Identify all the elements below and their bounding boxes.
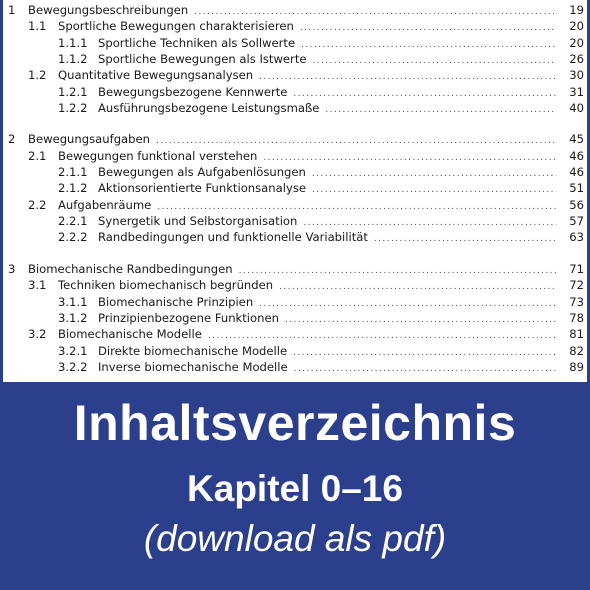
toc-leader-dots	[293, 89, 556, 99]
toc-entry-number: 3.1.2	[58, 310, 88, 325]
toc-entry[interactable]	[8, 3, 584, 19]
toc-entry-number: 2.1.1	[58, 165, 88, 180]
toc-entry[interactable]	[8, 327, 584, 343]
toc-leader-dots	[285, 315, 556, 325]
toc-entry-title: Direkte biomechanische Modelle	[98, 343, 288, 358]
toc-entry-title: Aktionsorientierte Funktionsanalyse	[98, 181, 306, 196]
toc-entry-number: 2.2.1	[58, 214, 88, 229]
toc-entry[interactable]	[8, 295, 584, 311]
toc-entry[interactable]	[8, 230, 584, 246]
toc-entry[interactable]	[8, 198, 584, 214]
toc-entry[interactable]	[8, 19, 584, 35]
toc-leader-dots	[259, 72, 556, 82]
toc-entry-title: Ausführungsbezogene Leistungsmaße	[98, 101, 320, 116]
toc-entry-page: 30	[569, 68, 584, 83]
banner-subtitle: Kapitel 0–16	[187, 468, 403, 509]
toc-entry-page: 72	[569, 278, 584, 293]
toc-entry-title: Inverse biomechanische Modelle	[98, 359, 288, 374]
toc-entry-number: 3.2.2	[58, 359, 88, 374]
toc-entry[interactable]	[8, 36, 584, 52]
toc-leader-dots	[313, 56, 556, 66]
table-of-contents	[8, 3, 584, 376]
toc-entry[interactable]	[8, 85, 584, 101]
toc-leader-dots	[259, 299, 556, 309]
toc-entry-number: 1.2	[28, 68, 47, 83]
toc-entry[interactable]	[8, 181, 584, 197]
toc-entry-number: 2.2.2	[58, 230, 88, 245]
toc-entry-page: 78	[569, 310, 584, 325]
toc-entry-title: Bewegungsbeschreibungen	[28, 3, 189, 17]
toc-entry-page: 20	[569, 35, 584, 50]
toc-leader-dots	[239, 266, 556, 276]
toc-entry-title: Aufgabenräume	[58, 197, 152, 212]
toc-entry-title: Biomechanische Modelle	[58, 327, 202, 342]
toc-entry-title: Synergetik und Selbstorganisation	[98, 214, 298, 229]
toc-entry-title: Randbedingungen und funktionelle Variabilität	[98, 230, 368, 245]
toc-entry-number: 2.1	[28, 148, 47, 163]
toc-leader-dots	[156, 136, 556, 146]
toc-entry-page: 82	[569, 343, 584, 358]
toc-leader-dots	[208, 331, 556, 341]
toc-leader-dots	[194, 7, 556, 17]
toc-entry-title: Quantitative Bewegungsanalysen	[58, 68, 254, 83]
toc-entry[interactable]	[8, 360, 584, 376]
toc-entry-page: 73	[569, 294, 584, 309]
toc-entry-title: Biomechanische Prinzipien	[98, 294, 254, 309]
toc-entry-number: 2.1.2	[58, 181, 88, 196]
toc-entry-number: 2.2	[28, 197, 47, 212]
toc-leader-dots	[301, 40, 556, 50]
toc-entry-page: 26	[569, 52, 584, 67]
toc-entry-title: Prinzipienbezogene Funktionen	[98, 310, 279, 325]
toc-entry-number: 1.1	[28, 19, 47, 34]
toc-entry-page: 51	[569, 181, 584, 196]
toc-entry-number: 1.2.2	[58, 101, 88, 116]
toc-leader-dots	[325, 105, 556, 115]
toc-entry-page: 40	[569, 101, 584, 116]
toc-entry-number: 1.2.1	[58, 84, 88, 99]
toc-entry-page: 20	[569, 19, 584, 34]
toc-entry[interactable]	[8, 278, 584, 294]
toc-entry-page: 46	[569, 148, 584, 163]
toc-entry[interactable]	[8, 214, 584, 230]
toc-leader-dots	[293, 348, 556, 358]
download-link[interactable]: (download als pdf)	[143, 518, 447, 559]
toc-leader-dots	[279, 282, 556, 292]
toc-entry-page: 31	[569, 84, 584, 99]
toc-entry-number: 1.1.2	[58, 52, 88, 67]
toc-entry-number: 2	[8, 132, 16, 147]
toc-leader-dots	[157, 202, 556, 212]
toc-entry-page: 57	[569, 214, 584, 229]
download-banner[interactable]	[0, 382, 590, 590]
toc-entry-page: 89	[569, 359, 584, 374]
toc-entry-page: 56	[569, 197, 584, 212]
toc-entry-number: 3	[8, 261, 16, 276]
toc-entry-number: 3.1	[28, 278, 47, 293]
toc-entry-page: 81	[569, 327, 584, 342]
toc-entry-page: 19	[569, 3, 584, 17]
toc-entry-title: Sportliche Bewegungen als Istwerte	[98, 52, 307, 67]
toc-leader-dots	[312, 185, 556, 195]
banner-title: Inhaltsverzeichnis	[73, 395, 517, 451]
toc-entry-number: 3.1.1	[58, 294, 88, 309]
toc-entry-number: 3.2.1	[58, 343, 88, 358]
toc-entry-number: 1	[8, 3, 16, 17]
toc-leader-dots	[263, 153, 556, 163]
section-spacer	[8, 247, 584, 262]
toc-entry-title: Sportliche Techniken als Sollwerte	[98, 35, 296, 50]
toc-entry-number: 3.2	[28, 327, 47, 342]
toc-entry-title: Bewegungen funktional verstehen	[58, 148, 258, 163]
toc-entry-title: Bewegungen als Aufgabenlösungen	[98, 165, 306, 180]
toc-entry-page: 63	[569, 230, 584, 245]
toc-entry-number: 1.1.1	[58, 35, 88, 50]
toc-entry[interactable]	[8, 149, 584, 165]
toc-leader-dots	[300, 23, 556, 33]
toc-leader-dots	[294, 364, 556, 374]
toc-entry-page: 46	[569, 165, 584, 180]
toc-entry[interactable]	[8, 68, 584, 84]
toc-leader-dots	[374, 234, 556, 244]
section-spacer	[8, 117, 584, 132]
toc-entry[interactable]	[8, 101, 584, 117]
toc-entry[interactable]	[8, 344, 584, 360]
toc-entry[interactable]	[8, 311, 584, 327]
toc-entry-title: Techniken biomechanisch begründen	[58, 278, 274, 293]
toc-entry[interactable]	[8, 132, 584, 148]
toc-entry-title: Bewegungsaufgaben	[28, 132, 150, 147]
toc-document	[3, 0, 587, 382]
toc-entry[interactable]	[8, 52, 584, 68]
toc-entry-title: Bewegungsbezogene Kennwerte	[98, 84, 288, 99]
toc-entry[interactable]	[8, 165, 584, 181]
toc-entry[interactable]	[8, 262, 584, 278]
toc-leader-dots	[312, 169, 556, 179]
toc-entry-page: 71	[569, 261, 584, 276]
toc-entry-title: Biomechanische Randbedingungen	[28, 261, 233, 276]
toc-leader-dots	[303, 218, 556, 228]
toc-entry-page: 45	[569, 132, 584, 147]
toc-entry-title: Sportliche Bewegungen charakterisieren	[58, 19, 294, 34]
